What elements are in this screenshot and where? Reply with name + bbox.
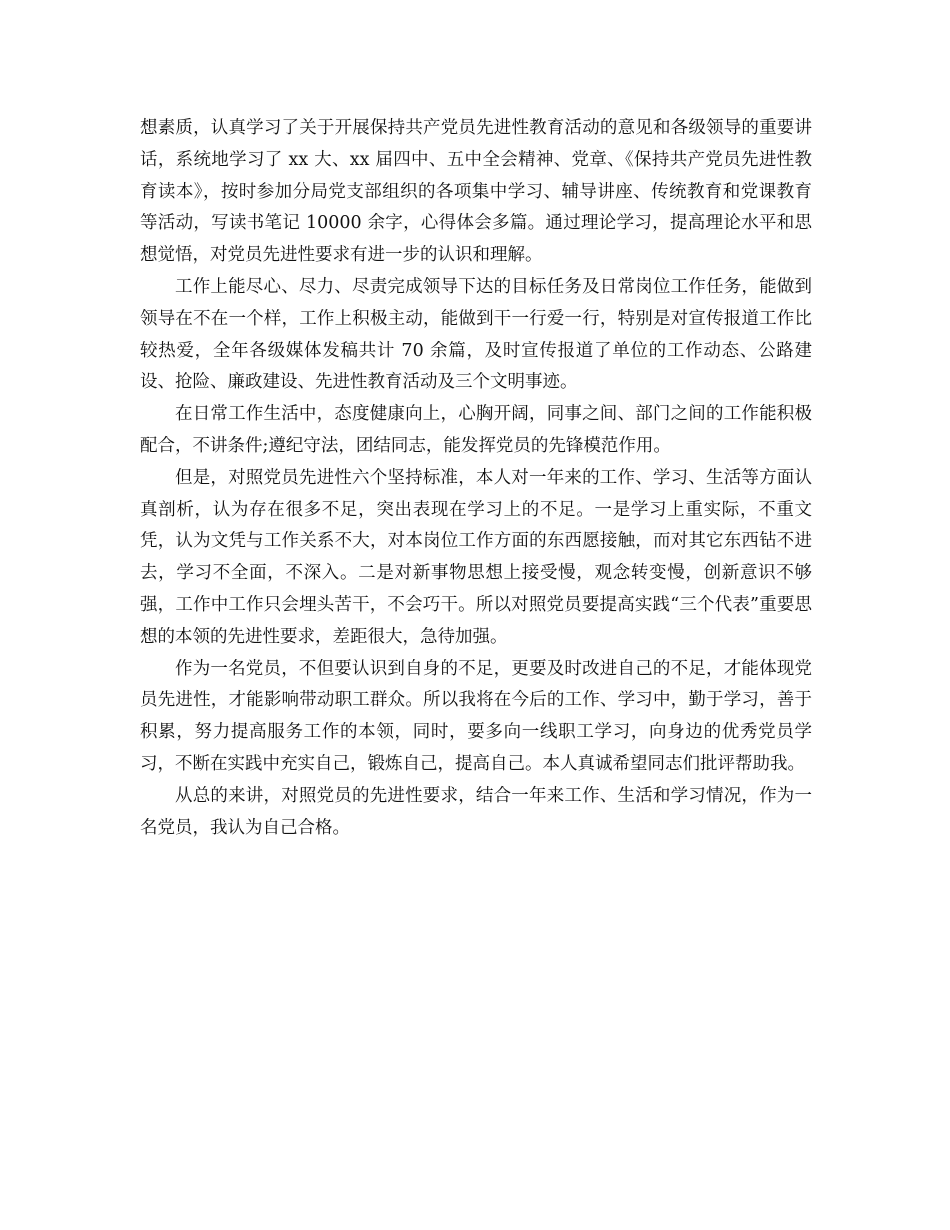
paragraph-6: 从总的来讲，对照党员的先进性要求，结合一年来工作、生活和学习情况，作为一名党员，我认为自己合格。	[140, 785, 812, 838]
document-body	[140, 113, 812, 844]
paragraph-1: 想素质，认真学习了关于开展保持共产党员先进性教育活动的意见和各级领导的重要讲话，系统地学习了 xx 大、xx 届四中、五中全会精神、党章、《保持共产党员先进性教育读本》，按时参加分局党支部组织的各项集中学习、辅导讲座、传统教育和党课教育等活动，写读书笔记 10000 余字，心得体会多篇。通过理论学习，提高理论水平和思想觉悟，对党员先进性要求有进一步的认识和理解。	[140, 118, 812, 266]
paragraph-4: 但是，对照党员先进性六个坚持标准，本人对一年来的工作、学习、生活等方面认真剖析，认为存在很多不足，突出表现在学习上的不足。一是学习上重实际，不重文凭，认为文凭与工作关系不大，对本岗位工作方面的东西愿接触，而对其它东西钻不进去，学习不全面，不深入。二是对新事物思想上接受慢，观念转变慢，创新意识不够强，工作中工作只会埋头苦干，不会巧干。所以对照党员要提高实践“三个代表”重要思想的本领的先进性要求，差距很大，急待加强。	[140, 467, 812, 647]
paragraph-5: 作为一名党员，不但要认识到自身的不足，更要及时改进自己的不足，才能体现党员先进性，才能影响带动职工群众。所以我将在今后的工作、学习中，勤于学习，善于积累，努力提高服务工作的本领，同时，要多向一线职工学习，向身边的优秀党员学习，不断在实践中充实自己，锻炼自己，提高自己。本人真诚希望同志们批评帮助我。	[140, 658, 812, 774]
paragraph-3: 在日常工作生活中，态度健康向上，心胸开阔，同事之间、部门之间的工作能积极配合，不讲条件;遵纪守法，团结同志，能发挥党员的先锋模范作用。	[140, 404, 812, 456]
paragraph-2: 工作上能尽心、尽力、尽责完成领导下达的目标任务及日常岗位工作任务，能做到领导在不在一个样，工作上积极主动，能做到干一行爱一行，特别是对宣传报道工作比较热爱，全年各级媒体发稿共计 70 余篇，及时宣传报道了单位的工作动态、公路建设、抢险、廉政建设、先进性教育活动及三个文明事迹。	[140, 276, 812, 393]
